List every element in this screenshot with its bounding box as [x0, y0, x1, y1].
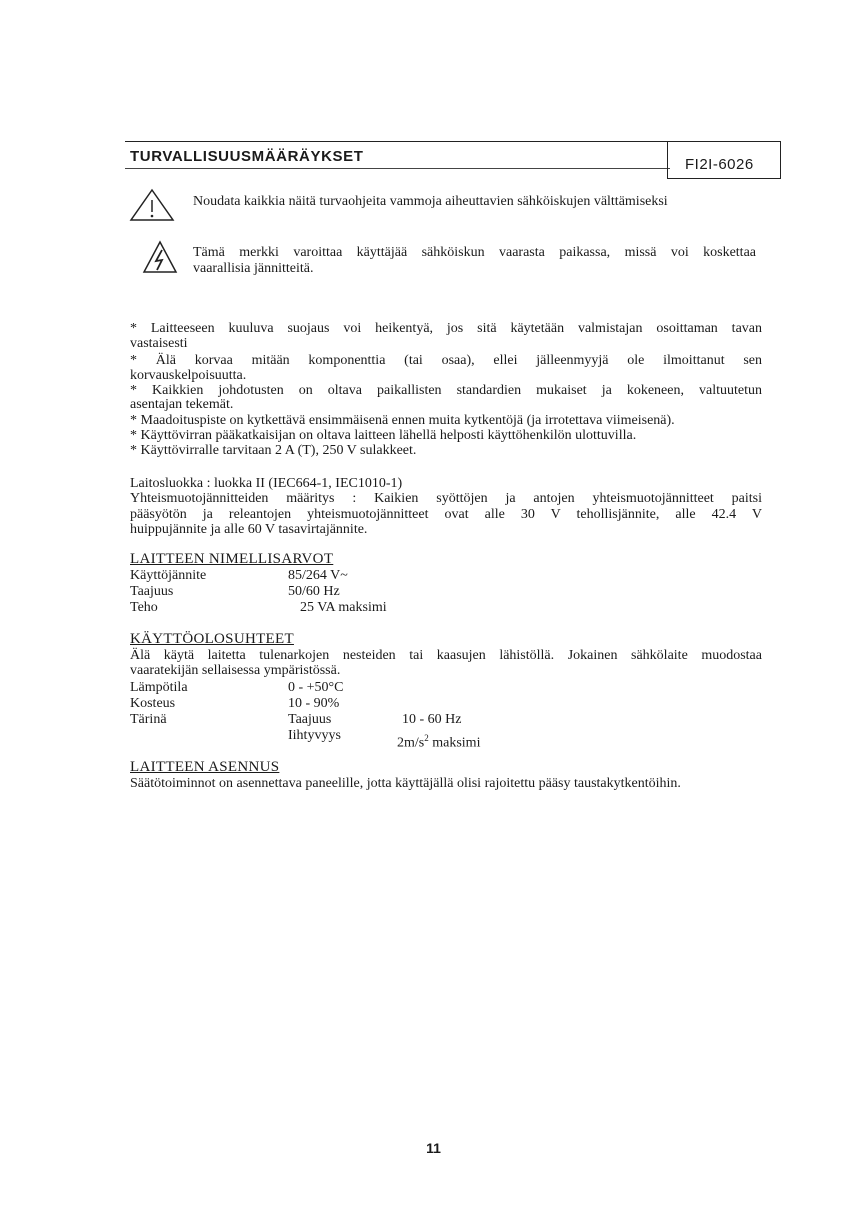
header-underline	[125, 168, 670, 169]
rule-line: * Käyttövirralle tarvitaan 2 A (T), 250 V sulakkeet.	[130, 443, 417, 458]
ratings-heading: LAITTEEN NIMELLISARVOT	[130, 551, 334, 567]
shock-warning-line2: vaarallisia jännitteitä.	[193, 261, 314, 276]
general-warning-text: Noudata kaikkia näitä turvaohjeita vammoja aiheuttavien sähköiskujen välttämiseksi	[193, 194, 668, 209]
ratings-label: Teho	[130, 600, 158, 615]
conditions-value: Iihtyvyys	[288, 728, 341, 743]
electric-shock-icon	[142, 240, 178, 274]
ratings-value: 50/60 Hz	[288, 584, 340, 599]
conditions-value: 0 - +50°C	[288, 680, 344, 695]
conditions-label: Tärinä	[130, 712, 167, 727]
conditions-label: Lämpötila	[130, 680, 188, 695]
rule-line: * Kaikkien johdotusten on oltava paikallisten standardien mukaiset ja kokeneen, valtuutetun	[130, 383, 762, 398]
ratings-label: Taajuus	[130, 584, 174, 599]
acceleration-exponent: 2	[424, 733, 429, 743]
classification-line: huippujännite ja alle 60 V tasavirtajännite.	[130, 522, 368, 537]
conditions-extra	[397, 730, 480, 752]
installation-text: Säätötoiminnot on asennettava paneelille, jotta käyttäjällä olisi rajoitettu pääsy taustakytkentöihin.	[130, 776, 681, 791]
conditions-heading: KÄYTTÖOLOSUHTEET	[130, 631, 294, 647]
acceleration-unit: 2m/s	[397, 735, 425, 751]
rule-line: * Maadoituspiste on kytkettävä ensimmäisenä ennen muita kytkentöjä (ja irrotettava viimeisenä).	[130, 413, 675, 428]
ratings-label: Käyttöjännite	[130, 568, 207, 583]
conditions-extra: 10 - 60 Hz	[402, 712, 462, 727]
conditions-value: Taajuus	[288, 712, 332, 727]
rule-line: * Älä korvaa mitään komponenttia (tai osaa), ellei jälleenmyyjä ole ilmoittanut sen	[130, 353, 762, 368]
doc-code: FI2I-6026	[685, 156, 754, 173]
classification-line: Laitosluokka : luokka II (IEC664-1, IEC1010-1)	[130, 476, 403, 491]
rule-line: * Käyttövirran pääkatkaisijan on oltava laitteen lähellä helposti käyttöhenkilön ulottuvilla.	[130, 428, 637, 443]
rule-line: vastaisesti	[130, 336, 188, 351]
ratings-value: 25 VA maksimi	[300, 600, 387, 615]
conditions-label: Kosteus	[130, 696, 176, 711]
page-number: 11	[426, 1140, 441, 1156]
acceleration-suffix: maksimi	[432, 735, 481, 751]
rule-line: korvauskelpoisuutta.	[130, 368, 247, 383]
installation-heading: LAITTEEN ASENNUS	[130, 759, 280, 775]
conditions-value: 10 - 90%	[288, 696, 340, 711]
rule-line: * Laitteeseen kuuluva suojaus voi heikentyä, jos sitä käytetään valmistajan osoittaman tavan	[130, 321, 762, 336]
classification-line: pääsyötön ja releantojen yhteismuotojännitteet ovat alle 30 V tehollisjännite, alle 42.4 V	[130, 507, 762, 522]
warning-triangle-icon	[129, 188, 175, 222]
page-title: TURVALLISUUSMÄÄRÄYKSET	[130, 148, 364, 165]
conditions-text: Älä käytä laitetta tulenarkojen nesteiden tai kaasujen lähistöllä. Jokainen sähkölaite muodostaa	[130, 648, 762, 663]
shock-warning-line1: Tämä merkki varoittaa käyttäjää sähköiskun vaarasta paikassa, missä voi koskettaa	[193, 245, 756, 260]
rule-line: asentajan tekemät.	[130, 397, 234, 412]
ratings-value: 85/264 V~	[288, 568, 348, 583]
conditions-text: vaaratekijän sellaisessa ympäristössä.	[130, 663, 341, 678]
classification-line: Yhteismuotojännitteiden määritys : Kaikien syöttöjen ja antojen yhteismuotojännitteet paitsi	[130, 491, 762, 506]
